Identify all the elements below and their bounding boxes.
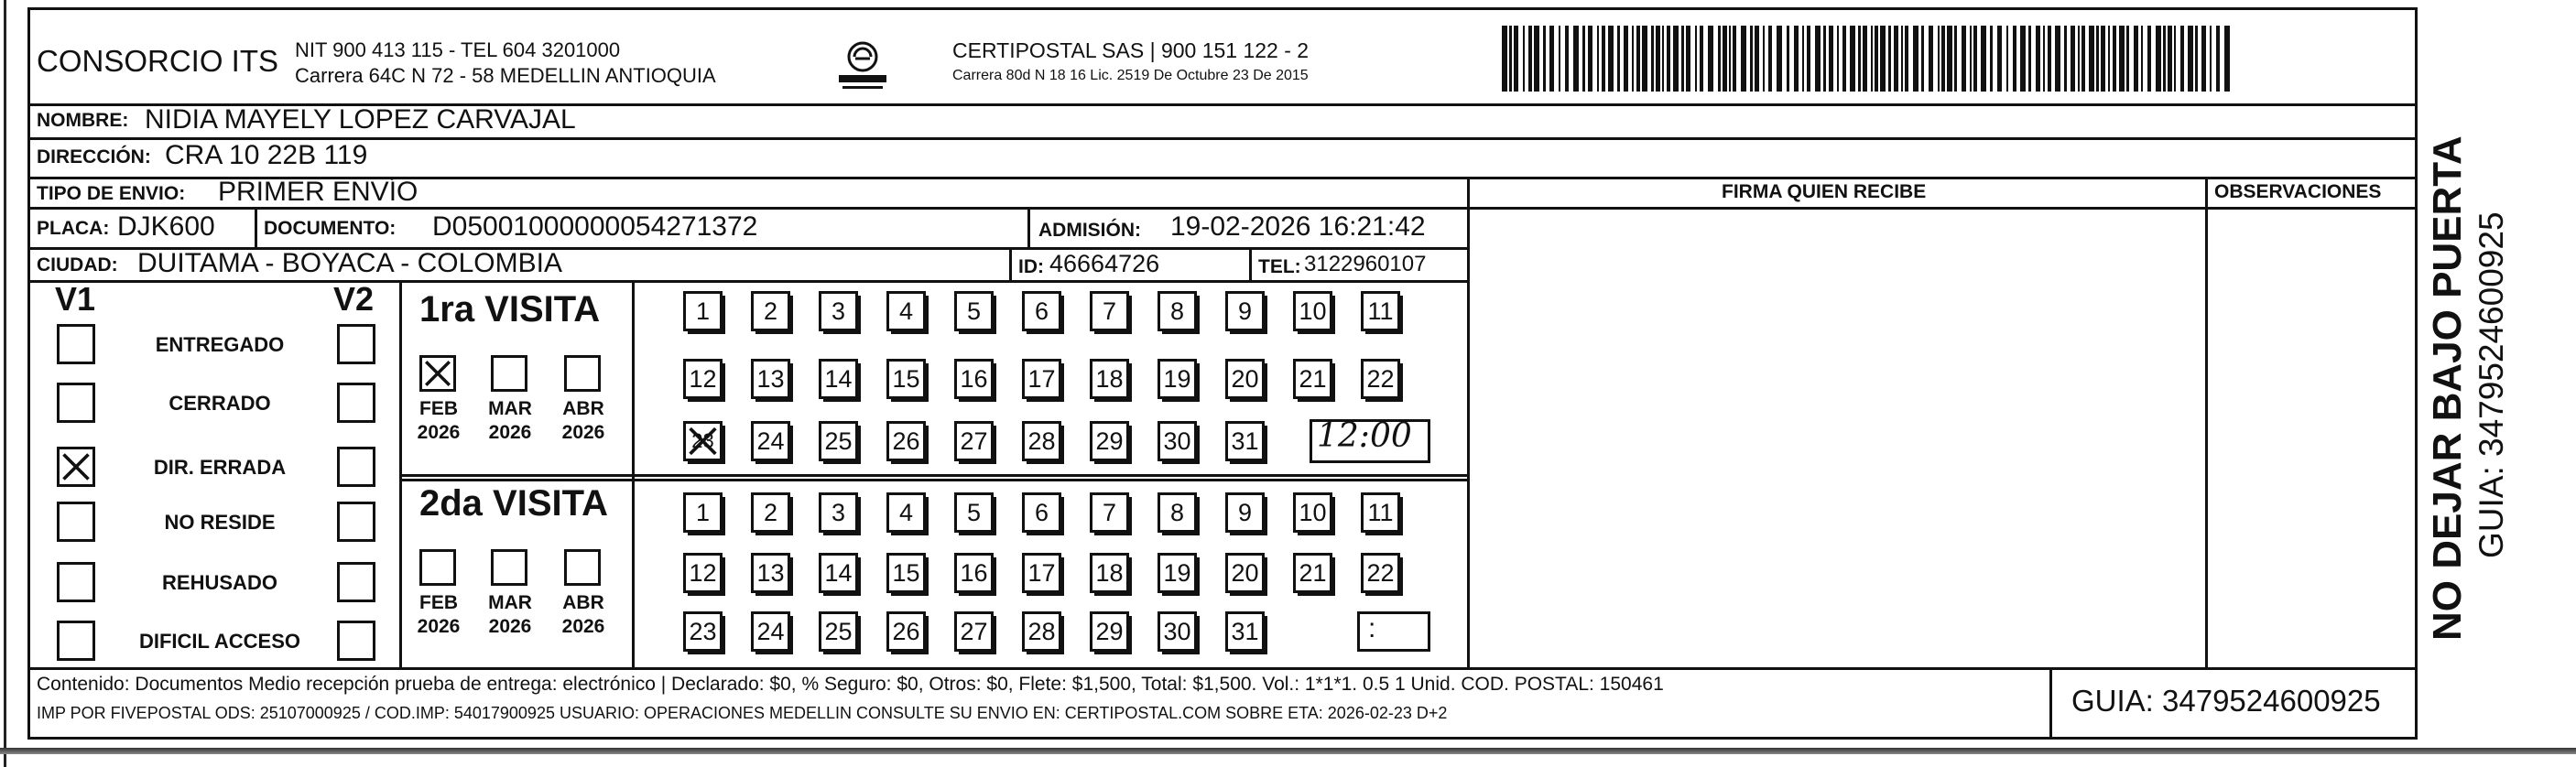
- barcode-bar: [2113, 26, 2116, 92]
- barcode-bar: [1888, 26, 1891, 92]
- divider: [1027, 207, 1030, 247]
- status-v2-checkbox[interactable]: [337, 562, 375, 602]
- side-notice: NO DEJAR BAJO PUERTA: [2425, 135, 2470, 641]
- divider: [2049, 667, 2052, 740]
- barcode-bar: [1837, 26, 1839, 92]
- barcode-bar: [2163, 26, 2166, 92]
- barcode-bar: [1875, 26, 1878, 92]
- barcode-bar: [1656, 26, 1660, 92]
- second-visit-day[interactable]: 31: [1225, 611, 1265, 652]
- barcode-bar: [1787, 26, 1789, 92]
- first-visit-year-label: 2026: [488, 422, 532, 443]
- first-visit-day[interactable]: 18: [1090, 359, 1129, 399]
- second-visit-day[interactable]: 1: [683, 492, 723, 533]
- certipostal-info-line2: Carrera 80d N 18 16 Lic. 2519 De Octubre 23 De 2015: [952, 68, 1309, 83]
- status-label: DIR. ERRADA: [153, 456, 287, 479]
- first-visit-day[interactable]: 16: [954, 359, 994, 399]
- company-nit-tel: NIT 900 413 115 - TEL 604 3201000: [295, 38, 621, 61]
- barcode-bar: [1741, 26, 1746, 92]
- barcode-bar: [2119, 26, 2125, 92]
- barcode-bar: [1829, 26, 1833, 92]
- barcode-bar: [1608, 26, 1614, 92]
- second-visit-month-checkbox[interactable]: [419, 549, 456, 586]
- divider: [27, 667, 2418, 670]
- barcode-bar: [2156, 26, 2161, 92]
- second-visit-day[interactable]: 7: [1090, 492, 1129, 533]
- second-visit-year-label: 2026: [417, 616, 461, 637]
- barcode-bar: [1750, 26, 1753, 92]
- status-v1-checkbox[interactable]: [57, 383, 95, 423]
- second-visit-day[interactable]: 6: [1022, 492, 1061, 533]
- first-visit-day[interactable]: 8: [1158, 291, 1197, 331]
- barcode-bar: [1582, 26, 1585, 92]
- nombre-label: NOMBRE:: [37, 110, 129, 131]
- second-visit-day[interactable]: 22: [1361, 553, 1400, 593]
- second-visit-day[interactable]: 9: [1225, 492, 1265, 533]
- scan-edge-left: [4, 0, 6, 767]
- admision-label: ADMISIÓN:: [1038, 220, 1141, 241]
- placa-value: DJK600: [117, 211, 215, 242]
- firma-header: FIRMA QUIEN RECIBE: [1722, 181, 1927, 202]
- barcode-bar: [2028, 26, 2031, 92]
- x-mark-icon: [60, 449, 92, 484]
- first-visit-day[interactable]: 6: [1022, 291, 1061, 331]
- barcode-bar: [2180, 26, 2184, 92]
- first-visit-day[interactable]: 11: [1361, 291, 1400, 331]
- divider: [399, 479, 1467, 481]
- status-label: REHUSADO: [162, 571, 277, 594]
- divider: [1470, 207, 2418, 210]
- second-visit-day[interactable]: 2: [751, 492, 790, 533]
- divider: [399, 474, 1467, 477]
- barcode-bar: [1929, 26, 1933, 92]
- tel-value: 3122960107: [1304, 252, 1427, 276]
- barcode-bar: [1850, 26, 1855, 92]
- barcode-bar: [2134, 26, 2138, 92]
- barcode-bar: [1802, 26, 1804, 92]
- first-visit-day[interactable]: 12: [683, 359, 723, 399]
- first-visit-time-handwritten: 12:00: [1317, 417, 1412, 455]
- second-visit-day[interactable]: 21: [1293, 553, 1332, 593]
- barcode-bar: [1815, 26, 1821, 92]
- first-visit-day[interactable]: 17: [1022, 359, 1061, 399]
- status-v1-checkbox[interactable]: [57, 324, 95, 364]
- tipo-envio-label: TIPO DE ENVIO:: [37, 183, 186, 204]
- status-v2-checkbox[interactable]: [337, 324, 375, 364]
- barcode-bar: [2081, 26, 2085, 92]
- second-visit-day[interactable]: 23: [683, 611, 723, 652]
- barcode: [1502, 26, 2234, 92]
- x-mark-icon: [422, 358, 453, 389]
- barcode-bar: [2096, 26, 2099, 92]
- barcode-bar: [1509, 26, 1512, 92]
- barcode-bar: [1632, 26, 1634, 92]
- barcode-bar: [2071, 26, 2075, 92]
- second-visit-year-label: 2026: [561, 616, 605, 637]
- first-visit-day[interactable]: 20: [1225, 359, 1265, 399]
- barcode-bar: [2013, 26, 2016, 92]
- divider: [1249, 247, 1252, 280]
- first-visit-year-label: 2026: [417, 422, 461, 443]
- x-mark-icon: [686, 424, 720, 459]
- barcode-graphic: [1502, 26, 2234, 92]
- barcode-bar: [1502, 26, 1507, 92]
- tipo-envio-value: PRIMER ENVÍO: [218, 177, 418, 207]
- v1-label: V1: [55, 280, 96, 318]
- barcode-bar: [1723, 26, 1727, 92]
- first-visit-day[interactable]: 28: [1022, 421, 1061, 461]
- barcode-bar: [1913, 26, 1918, 92]
- admision-value: 19-02-2026 16:21:42: [1170, 211, 1426, 242]
- barcode-bar: [1549, 26, 1554, 92]
- first-visit-day[interactable]: 29: [1090, 421, 1129, 461]
- barcode-bar: [1588, 26, 1592, 92]
- barcode-bar: [1718, 26, 1721, 92]
- second-visit-day[interactable]: 3: [819, 492, 858, 533]
- barcode-bar: [1842, 26, 1846, 92]
- barcode-bar: [1543, 26, 1546, 92]
- first-visit-day[interactable]: 30: [1158, 421, 1197, 461]
- barcode-bar: [1763, 26, 1765, 92]
- divider: [255, 207, 257, 247]
- barcode-bar: [1863, 26, 1867, 92]
- status-label: DIFICIL ACCESO: [138, 630, 300, 653]
- status-v1-checkbox[interactable]: [57, 562, 95, 602]
- second-visit-day[interactable]: 17: [1022, 553, 1061, 593]
- tel-label: TEL:: [1258, 256, 1301, 277]
- barcode-bar: [1990, 26, 1993, 92]
- divider: [2205, 177, 2208, 667]
- second-visit-day[interactable]: 27: [954, 611, 994, 652]
- barcode-bar: [2020, 26, 2026, 92]
- barcode-bar: [1729, 26, 1731, 92]
- barcode-bar: [1755, 26, 1759, 92]
- barcode-bar: [1573, 26, 1579, 92]
- v2-label: V2: [333, 280, 375, 318]
- divider: [1009, 247, 1012, 280]
- barcode-bar: [1602, 26, 1605, 92]
- barcode-bar: [2147, 26, 2151, 92]
- barcode-bar: [1700, 26, 1703, 92]
- barcode-bar: [2210, 26, 2212, 92]
- barcode-bar: [2195, 26, 2198, 92]
- certipostal-logo: [835, 37, 890, 95]
- first-visit-day[interactable]: 25: [819, 421, 858, 461]
- first-visit-day[interactable]: 15: [886, 359, 926, 399]
- barcode-bar: [1858, 26, 1861, 92]
- barcode-bar: [1624, 26, 1628, 92]
- barcode-bar: [2174, 26, 2176, 92]
- nombre-value: NIDIA MAYELY LOPEZ CARVAJAL: [145, 104, 576, 135]
- barcode-bar: [1636, 26, 1640, 92]
- second-visit-day[interactable]: 24: [751, 611, 790, 652]
- scan-edge-bottom: [0, 748, 2576, 754]
- first-visit-day[interactable]: 13: [751, 359, 790, 399]
- barcode-bar: [1681, 26, 1684, 92]
- second-visit-day[interactable]: 16: [954, 553, 994, 593]
- barcode-bar: [1733, 26, 1736, 92]
- first-visit-month-label: FEB: [419, 398, 458, 419]
- first-visit-day[interactable]: 19: [1158, 359, 1197, 399]
- barcode-bar: [2126, 26, 2129, 92]
- barcode-bar: [2078, 26, 2080, 92]
- barcode-bar: [2224, 26, 2230, 92]
- barcode-bar: [1534, 26, 1539, 92]
- second-visit-day[interactable]: 26: [886, 611, 926, 652]
- barcode-bar: [2089, 26, 2094, 92]
- barcode-bar: [2101, 26, 2105, 92]
- barcode-bar: [1941, 26, 1945, 92]
- first-visit-day[interactable]: 2: [751, 291, 790, 331]
- barcode-bar: [2048, 26, 2051, 92]
- second-visit-year-label: 2026: [488, 616, 532, 637]
- status-v1-checkbox[interactable]: [57, 447, 95, 487]
- barcode-bar: [1528, 26, 1532, 92]
- barcode-bar: [1597, 26, 1599, 92]
- barcode-bar: [1617, 26, 1620, 92]
- barcode-bar: [2168, 26, 2172, 92]
- first-visit-day[interactable]: 10: [1293, 291, 1332, 331]
- barcode-bar: [1662, 26, 1664, 92]
- status-v1-checkbox[interactable]: [57, 502, 95, 542]
- barcode-bar: [2055, 26, 2060, 92]
- second-visit-day[interactable]: 10: [1293, 492, 1332, 533]
- first-visit-month-label: ABR: [562, 398, 604, 419]
- first-visit-month-label: MAR: [488, 398, 532, 419]
- barcode-bar: [2108, 26, 2110, 92]
- barcode-bar: [1523, 26, 1525, 92]
- status-v2-checkbox[interactable]: [337, 621, 375, 661]
- documento-value: D05001000000054271372: [432, 211, 758, 242]
- second-visit-time-placeholder: :: [1368, 613, 1376, 643]
- company-address: Carrera 64C N 72 - 58 MEDELLIN ANTIOQUIA: [295, 64, 716, 87]
- barcode-bar: [2043, 26, 2045, 92]
- direccion-value: CRA 10 22B 119: [165, 140, 368, 170]
- second-visit-day[interactable]: 29: [1090, 611, 1129, 652]
- barcode-bar: [1962, 26, 1966, 92]
- side-guia: GUIA: 3479524600925: [2473, 211, 2510, 558]
- barcode-bar: [1514, 26, 1518, 92]
- first-visit-day[interactable]: 5: [954, 291, 994, 331]
- barcode-bar: [1794, 26, 1799, 92]
- second-visit-month-checkbox[interactable]: [564, 549, 601, 586]
- second-visit-day[interactable]: 20: [1225, 553, 1265, 593]
- barcode-bar: [1686, 26, 1690, 92]
- barcode-bar: [1673, 26, 1679, 92]
- second-visit-month-checkbox[interactable]: [491, 549, 527, 586]
- first-visit-day[interactable]: 1: [683, 291, 723, 331]
- first-visit-day[interactable]: 9: [1225, 291, 1265, 331]
- barcode-bar: [1768, 26, 1772, 92]
- barcode-bar: [1938, 26, 1940, 92]
- first-visit-day[interactable]: 4: [886, 291, 926, 331]
- status-v2-checkbox[interactable]: [337, 383, 375, 423]
- status-label: NO RESIDE: [164, 511, 276, 534]
- barcode-bar: [1997, 26, 2002, 92]
- second-visit-day[interactable]: 15: [886, 553, 926, 593]
- first-visit-day[interactable]: 14: [819, 359, 858, 399]
- barcode-bar: [1905, 26, 1908, 92]
- barcode-bar: [1823, 26, 1826, 92]
- barcode-bar: [1973, 26, 1977, 92]
- second-visit-month-label: FEB: [419, 592, 458, 613]
- first-visit-day[interactable]: 21: [1293, 359, 1332, 399]
- second-visit-day[interactable]: 30: [1158, 611, 1197, 652]
- second-visit-day[interactable]: 4: [886, 492, 926, 533]
- barcode-bar: [1708, 26, 1713, 92]
- barcode-bar: [1921, 26, 1924, 92]
- second-visit-title: 2da VISITA: [419, 483, 608, 524]
- first-visit-month-checkbox[interactable]: [419, 355, 456, 392]
- first-visit-day[interactable]: 31: [1225, 421, 1265, 461]
- id-value: 46664726: [1049, 250, 1160, 277]
- barcode-bar: [1970, 26, 1972, 92]
- barcode-bar: [1954, 26, 1957, 92]
- status-v1-checkbox[interactable]: [57, 621, 95, 661]
- first-visit-month-checkbox[interactable]: [491, 355, 527, 392]
- first-visit-title: 1ra VISITA: [419, 289, 601, 329]
- barcode-bar: [1559, 26, 1560, 92]
- first-visit-day[interactable]: 22: [1361, 359, 1400, 399]
- barcode-bar: [1880, 26, 1886, 92]
- direccion-label: DIRECCIÓN:: [37, 146, 151, 167]
- id-label: ID:: [1018, 256, 1044, 277]
- day-number: 23: [691, 429, 714, 452]
- barcode-bar: [1651, 26, 1654, 92]
- barcode-bar: [1807, 26, 1810, 92]
- barcode-bar: [1871, 26, 1873, 92]
- barcode-bar: [1642, 26, 1647, 92]
- ciudad-value: DUITAMA - BOYACA - COLOMBIA: [137, 248, 562, 278]
- first-visit-year-label: 2026: [561, 422, 605, 443]
- ciudad-label: CIUDAD:: [37, 254, 118, 275]
- certipostal-info-line1: CERTIPOSTAL SAS | 900 151 122 - 2: [952, 38, 1310, 62]
- barcode-bar: [2064, 26, 2067, 92]
- barcode-bar: [1667, 26, 1670, 92]
- barcode-bar: [1981, 26, 1986, 92]
- barcode-bar: [1777, 26, 1782, 92]
- first-visit-day[interactable]: 7: [1090, 291, 1129, 331]
- certipostal-logo-icon: [835, 37, 890, 95]
- barcode-bar: [2036, 26, 2040, 92]
- footer-print-line: IMP POR FIVEPOSTAL ODS: 25107000925 / COD.IMP: 54017900925 USUARIO: OPERACIONES MEDELLIN CONSULTE SU ENVIO EN: CERTIPOSTAL.COM SOBRE ETA: 2026-02-23 D+2: [37, 704, 1448, 722]
- barcode-bar: [1947, 26, 1952, 92]
- second-visit-day[interactable]: 13: [751, 553, 790, 593]
- divider: [1467, 177, 1470, 667]
- barcode-bar: [2006, 26, 2008, 92]
- barcode-bar: [2188, 26, 2193, 92]
- second-visit-month-label: MAR: [488, 592, 532, 613]
- first-visit-month-checkbox[interactable]: [564, 355, 601, 392]
- second-visit-day[interactable]: 28: [1022, 611, 1061, 652]
- status-label: ENTREGADO: [155, 333, 285, 356]
- second-visit-day[interactable]: 19: [1158, 553, 1197, 593]
- documento-label: DOCUMENTO:: [264, 218, 397, 239]
- first-visit-day[interactable]: 26: [886, 421, 926, 461]
- divider: [27, 280, 1470, 283]
- second-visit-month-label: ABR: [562, 592, 604, 613]
- status-label: CERRADO: [168, 392, 271, 415]
- barcode-bar: [1894, 26, 1898, 92]
- placa-label: PLACA:: [37, 218, 110, 239]
- second-visit-day[interactable]: 8: [1158, 492, 1197, 533]
- observaciones-header: OBSERVACIONES: [2214, 181, 2382, 202]
- barcode-bar: [1901, 26, 1903, 92]
- barcode-bar: [2141, 26, 2143, 92]
- first-visit-day[interactable]: 24: [751, 421, 790, 461]
- first-visit-day[interactable]: 3: [819, 291, 858, 331]
- footer-content-line: Contenido: Documentos Medio recepción prueba de entrega: electrónico | Declarado: $0, % Seguro: $0, Otros: $0, Flete: $1,500, Total: $1,500. Vol.: 1*1*1. 0.5 1 Unid. COD. POSTAL: 150461: [37, 674, 1664, 695]
- second-visit-day[interactable]: 12: [683, 553, 723, 593]
- second-visit-day[interactable]: 18: [1090, 553, 1129, 593]
- barcode-bar: [2216, 26, 2220, 92]
- first-visit-day[interactable]: [683, 421, 723, 461]
- company-name: CONSORCIO ITS: [37, 44, 279, 78]
- barcode-bar: [1565, 26, 1569, 92]
- status-v2-checkbox[interactable]: [337, 447, 375, 487]
- status-v2-checkbox[interactable]: [337, 502, 375, 542]
- x-mark-overlay: [686, 424, 720, 459]
- divider: [27, 137, 2418, 140]
- second-visit-day[interactable]: 14: [819, 553, 858, 593]
- first-visit-day[interactable]: 27: [954, 421, 994, 461]
- barcode-bar: [2201, 26, 2206, 92]
- barcode-bar: [1695, 26, 1697, 92]
- second-visit-day[interactable]: 25: [819, 611, 858, 652]
- footer-guia: GUIA: 3479524600925: [2071, 684, 2381, 718]
- second-visit-day[interactable]: 11: [1361, 492, 1400, 533]
- second-visit-day[interactable]: 5: [954, 492, 994, 533]
